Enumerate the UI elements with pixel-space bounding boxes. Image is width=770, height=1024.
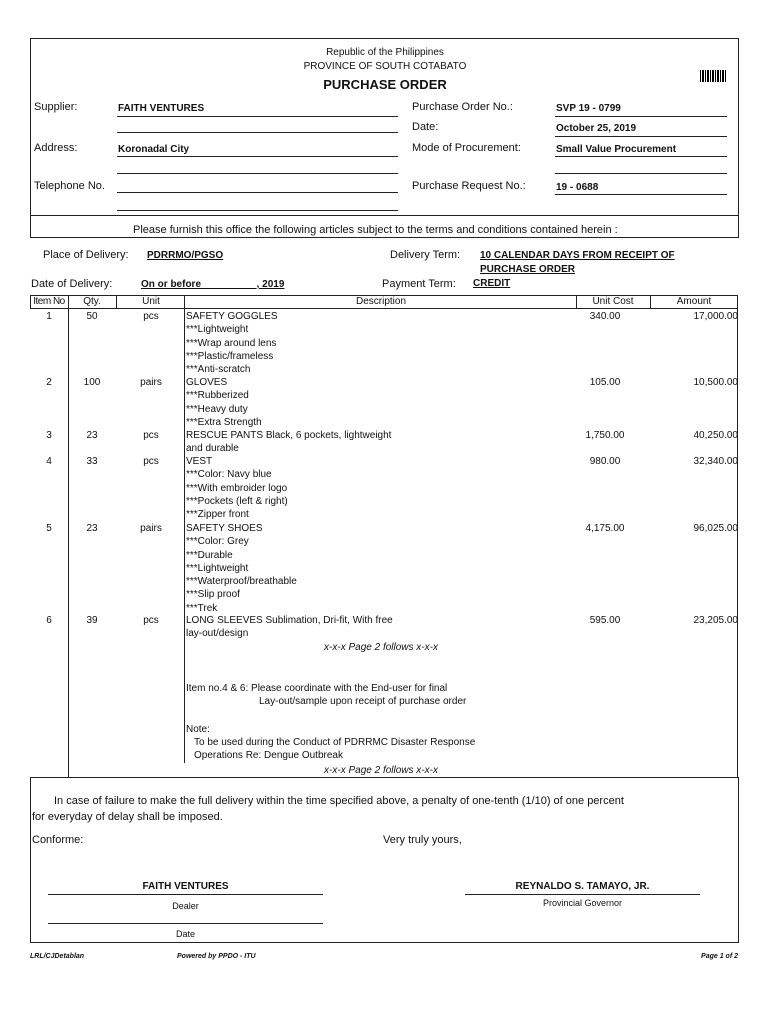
- item-no: 3: [46, 430, 52, 441]
- pr-number-underline: [555, 194, 727, 195]
- closing-text: Very truly yours,: [383, 834, 462, 846]
- item-no: 6: [46, 615, 52, 626]
- item-description: [186, 376, 576, 429]
- pr-number-value: 19 - 0688: [556, 182, 599, 193]
- po-date-value: October 25, 2019: [556, 123, 637, 134]
- procurement-mode-value: Small Value Procurement: [556, 144, 677, 155]
- note-line-1: To be used during the Conduct of PDRRMC Disaster Response: [194, 737, 476, 748]
- desc-line: ***Heavy duty: [186, 403, 248, 415]
- procurement-mode-label: Mode of Procurement:: [412, 142, 521, 154]
- payment-term-value: CREDIT: [473, 278, 511, 289]
- delivery-place-value: PDRRMO/PGSO: [147, 250, 224, 261]
- po-date-label: Date:: [412, 121, 439, 133]
- item-amount: 32,340.00: [693, 456, 738, 467]
- header-unit: Unit: [142, 296, 160, 307]
- item-amount: 96,025.00: [693, 523, 738, 534]
- po-date-underline: [555, 136, 727, 137]
- pr-number-label: Purchase Request No.:: [412, 180, 526, 192]
- table-right-rule: [737, 295, 738, 777]
- supplier-underline-2: [117, 132, 398, 133]
- item-qty: 23: [86, 430, 98, 441]
- dealer-signature-line: [48, 894, 323, 895]
- po-number-label: Purchase Order No.:: [412, 101, 513, 113]
- item-no: 1: [46, 311, 52, 322]
- item-amount: 10,500.00: [693, 377, 738, 388]
- header-qty: Qty.: [83, 296, 101, 307]
- desc-line: and durable: [186, 443, 239, 455]
- instruction-text: Please furnish this office the following articles subject to the terms and conditions contained herein :: [133, 224, 618, 236]
- penalty-line-1: In case of failure to make the full delivery within the time specified above, a penalty of one-tenth (1/10) of one percent: [54, 795, 624, 807]
- dealer-date-line: [48, 923, 323, 924]
- desc-line: ***Durable: [186, 549, 233, 561]
- desc-line: ***Trek: [186, 602, 218, 614]
- dealer-name: FAITH VENTURES: [142, 881, 229, 892]
- payment-term-label: Payment Term:: [382, 278, 456, 290]
- conforme-label: Conforme:: [32, 834, 84, 846]
- desc-line: ***Extra Strength: [186, 416, 262, 428]
- desc-line: ***Anti-scratch: [186, 364, 251, 376]
- item-unit-cost: 595.00: [589, 615, 621, 626]
- item-qty: 39: [86, 615, 98, 626]
- item-description: [186, 310, 576, 376]
- desc-line: ***Rubberized: [186, 390, 249, 402]
- footer-left-rule: [30, 777, 31, 942]
- item-unit: pcs: [143, 456, 159, 467]
- item-description: [186, 614, 576, 641]
- note-label: Note:: [186, 724, 210, 735]
- header-line-2: PROVINCE OF SOUTH COTABATO: [303, 61, 467, 72]
- item-unit: pairs: [140, 377, 162, 388]
- signatory-name: REYNALDO S. TAMAYO, JR.: [515, 881, 650, 892]
- item-qty: 23: [86, 523, 98, 534]
- header-item-no: Item No: [33, 296, 65, 307]
- address-underline-2: [117, 173, 398, 174]
- item-note-line-1: Item no.4 & 6: Please coordinate with the End-user for final: [186, 683, 448, 694]
- desc-line: GLOVES: [186, 377, 228, 388]
- frame-left-lower: [30, 215, 31, 237]
- desc-line: ***Slip proof: [186, 589, 240, 601]
- item-no: 2: [46, 377, 52, 388]
- item-description: [186, 429, 576, 456]
- item-description: [186, 455, 576, 521]
- item-qty: 100: [83, 377, 101, 388]
- telephone-underline: [117, 192, 398, 193]
- item-no: 5: [46, 523, 52, 534]
- item-unit: pcs: [143, 311, 159, 322]
- desc-line: ***Color: Grey: [186, 536, 249, 548]
- supplier-underline: [117, 116, 398, 117]
- address-value: Koronadal City: [118, 144, 190, 155]
- footer-right-rule: [738, 777, 739, 942]
- delivery-date-value: On or before__________, 2019: [141, 279, 285, 290]
- desc-line: VEST: [186, 456, 213, 467]
- page-follows-note-2: x-x-x Page 2 follows x-x-x: [324, 765, 438, 776]
- desc-line: SAFETY GOGGLES: [186, 311, 278, 322]
- desc-line: RESCUE PANTS Black, 6 pockets, lightweight: [186, 430, 392, 441]
- item-unit-cost: 1,750.00: [585, 430, 625, 441]
- item-amount: 40,250.00: [693, 430, 738, 441]
- header-unit-cost: Unit Cost: [592, 296, 634, 307]
- desc-line: SAFETY SHOES: [186, 523, 263, 534]
- procurement-mode-underline: [555, 156, 727, 157]
- instruction-divider: [30, 237, 739, 238]
- delivery-term-value-2: PURCHASE ORDER: [480, 264, 576, 275]
- dealer-date-label: Date: [175, 929, 195, 939]
- supplier-value: FAITH VENTURES: [118, 103, 205, 114]
- desc-line: ***Plastic/frameless: [186, 350, 274, 362]
- item-qty: 50: [86, 311, 98, 322]
- desc-line: ***With embroider logo: [186, 482, 288, 494]
- desc-line: ***Pockets (left & right): [186, 495, 288, 507]
- telephone-label: Telephone No.: [34, 180, 105, 192]
- frame-right-lower: [738, 215, 739, 237]
- delivery-date-label: Date of Delivery:: [31, 278, 113, 290]
- signatory-signature-line: [465, 894, 700, 895]
- item-no: 4: [46, 456, 52, 467]
- item-unit-cost: 340.00: [589, 311, 621, 322]
- po-number-underline: [555, 116, 727, 117]
- po-number-value: SVP 19 - 0799: [556, 103, 621, 114]
- desc-line: ***Lightweight: [186, 324, 249, 336]
- prepared-by-code: LRL/CJDetablan: [30, 953, 85, 960]
- item-unit: pcs: [143, 615, 159, 626]
- address-label: Address:: [34, 142, 78, 154]
- delivery-term-value-1: 10 CALENDAR DAYS FROM RECEIPT OF: [480, 250, 675, 261]
- item-unit: pcs: [143, 430, 159, 441]
- powered-by: Powered by PPDO - ITU: [177, 953, 256, 960]
- note-line-2: Operations Re: Dengue Outbreak: [194, 750, 343, 761]
- procurement-mode-underline-2: [555, 173, 727, 174]
- delivery-place-label: Place of Delivery:: [43, 249, 129, 261]
- footer-bottom-rule: [30, 942, 739, 943]
- desc-line: ***Lightweight: [186, 562, 249, 574]
- desc-line: ***Wrap around lens: [186, 337, 277, 349]
- header-amount: Amount: [676, 296, 712, 307]
- signatory-title: Provincial Governor: [542, 898, 623, 908]
- item-qty: 33: [86, 456, 98, 467]
- header-line-1: Republic of the Philippines: [326, 47, 444, 58]
- header-divider: [30, 215, 739, 216]
- penalty-line-2: for everyday of delay shall be imposed.: [32, 811, 223, 823]
- header-description: Description: [355, 296, 407, 307]
- desc-line: ***Waterproof/breathable: [186, 576, 297, 588]
- page-follows-note: x-x-x Page 2 follows x-x-x: [324, 642, 438, 653]
- item-note-line-2: Lay-out/sample upon receipt of purchase order: [259, 696, 467, 707]
- page-number: Page 1 of 2: [701, 953, 738, 960]
- desc-line: lay-out/design: [186, 628, 249, 640]
- item-unit: pairs: [140, 523, 162, 534]
- item-amount: 17,000.00: [693, 311, 738, 322]
- item-unit-cost: 4,175.00: [585, 523, 625, 534]
- desc-line: ***Color: Navy blue: [186, 469, 272, 481]
- item-unit-cost: 980.00: [589, 456, 621, 467]
- frame-top: [30, 38, 739, 39]
- dealer-label: Dealer: [172, 901, 199, 911]
- desc-line: ***Zipper front: [186, 509, 249, 521]
- address-underline: [117, 156, 398, 157]
- page-title: PURCHASE ORDER: [323, 77, 447, 92]
- item-description: [186, 522, 576, 615]
- desc-line: LONG SLEEVES Sublimation, Dri-fit, With free: [186, 615, 393, 626]
- item-amount: 23,205.00: [693, 615, 738, 626]
- footer-top-rule: [30, 777, 739, 778]
- telephone-underline-2: [117, 210, 398, 211]
- item-unit-cost: 105.00: [589, 377, 621, 388]
- col-rule-item: [68, 295, 69, 777]
- supplier-label: Supplier:: [34, 101, 78, 113]
- delivery-term-label: Delivery Term:: [390, 249, 461, 261]
